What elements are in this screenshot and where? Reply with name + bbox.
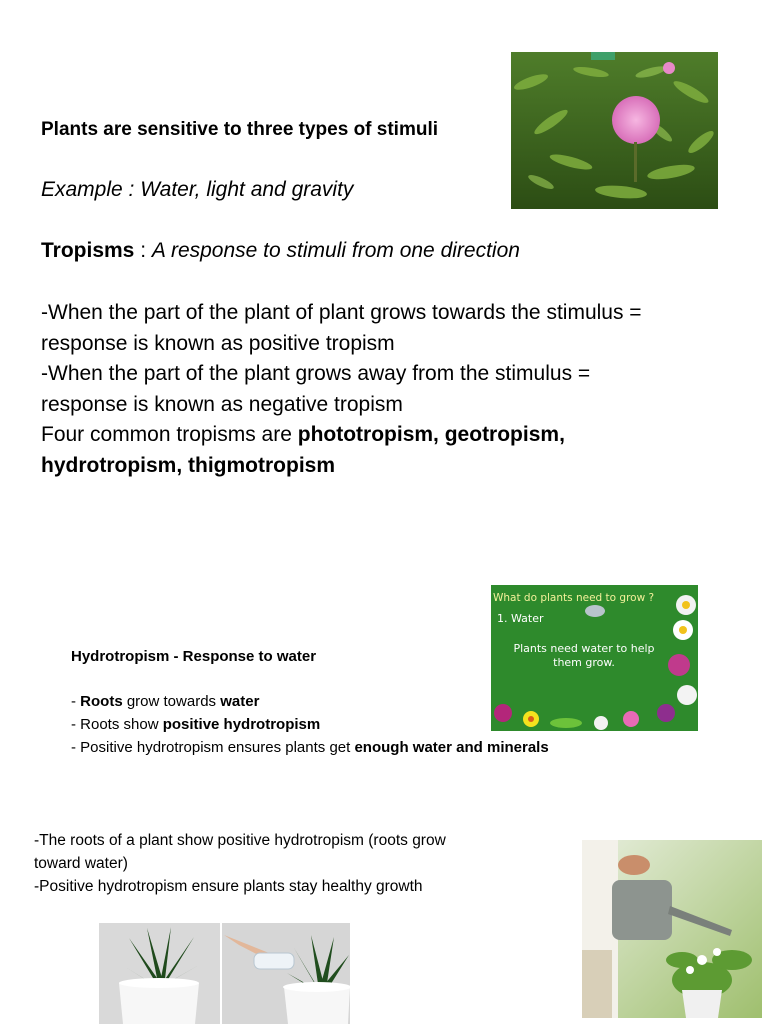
poster-caption: Plants need water to help them grow.	[513, 642, 655, 669]
roots-line-2: -Positive hydrotropism ensure plants stay healthy growth	[34, 878, 423, 895]
tropisms-list: phototropism, geotropism, hydrotropism, thigmotropism	[41, 423, 565, 477]
poster-item: 1. Water	[497, 612, 544, 625]
bullet-positive-hydrotropism: - Roots show positive hydrotropism	[71, 716, 321, 733]
negative-tropism-line: -When the part of the plant grows away from the stimulus = response is known as negative tropism	[41, 362, 591, 416]
poster-title: What do plants need to grow ?	[493, 592, 655, 604]
aloe-plants-photo	[99, 923, 350, 1024]
example-line: Example : Water, light and gravity	[41, 178, 354, 201]
four-tropisms-line: Four common tropisms are phototropism, geotropism, hydrotropism, thigmotropism	[41, 423, 565, 477]
hydrotropism-heading: Hydrotropism - Response to water	[71, 648, 317, 665]
main-heading: Plants are sensitive to three types of stimuli	[41, 119, 439, 140]
tropisms-term: Tropisms	[41, 239, 135, 262]
bullet-roots-grow: - Roots grow towards water	[71, 693, 260, 710]
watering-plant-photo	[582, 840, 762, 1018]
tropism-explanation	[41, 298, 666, 481]
hydrotropism-bullets	[71, 690, 651, 759]
positive-tropism-line: -When the part of the plant of plant grows towards the stimulus = response is known as positive tropism	[41, 301, 642, 355]
roots-line-1: -The roots of a plant show positive hydrotropism (roots grow toward water)	[34, 832, 446, 872]
tropisms-definition: Tropisms : A response to stimuli from one direction	[41, 239, 520, 262]
tropisms-def: A response to stimuli from one direction	[151, 239, 520, 262]
mimosa-flower-photo	[511, 52, 718, 209]
roots-explanation	[34, 829, 484, 898]
bullet-water-minerals: - Positive hydrotropism ensures plants get enough water and minerals	[71, 739, 549, 756]
